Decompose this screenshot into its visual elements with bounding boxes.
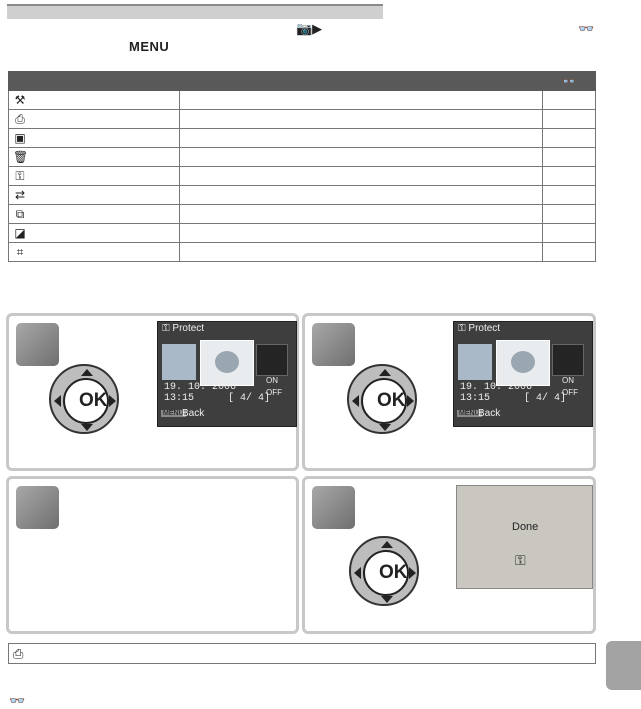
multi-selector[interactable] <box>349 536 419 606</box>
up-arrow-icon <box>379 369 391 376</box>
step-number-4 <box>312 486 355 529</box>
ok-button[interactable]: OK <box>79 390 108 411</box>
step-number-1 <box>16 323 59 366</box>
up-arrow-icon <box>381 541 393 548</box>
on-label: ON <box>562 376 574 385</box>
step-number-3 <box>16 486 59 529</box>
reference-icon: 👓 <box>578 21 595 36</box>
thumbnail-image-selected <box>200 340 254 386</box>
on-label: ON <box>266 376 278 385</box>
table-row[interactable] <box>9 129 596 148</box>
table-row[interactable] <box>9 91 596 110</box>
step-number-2 <box>312 323 355 366</box>
up-arrow-icon <box>81 369 93 376</box>
menu-button-label: MENU <box>129 39 170 54</box>
menu-badge: MENU <box>459 410 480 417</box>
left-arrow-icon <box>54 395 61 407</box>
camera-screen-2 <box>453 321 593 427</box>
table-row[interactable] <box>9 148 596 167</box>
print-icon: ⎙ <box>15 111 25 126</box>
done-message: Done <box>512 521 539 533</box>
screen-title: Protect <box>468 323 501 334</box>
right-arrow-icon <box>409 567 416 579</box>
right-arrow-icon <box>109 395 116 407</box>
table-header-option <box>9 72 180 91</box>
table-row[interactable] <box>9 205 596 224</box>
step-panel-4 <box>302 476 596 634</box>
reference-icon: 👓 <box>9 693 26 708</box>
section-header-bar <box>7 4 383 19</box>
date-readout: 19. 10. 2006 <box>164 382 237 393</box>
related-link-bar <box>8 643 596 664</box>
left-arrow-icon <box>354 567 361 579</box>
shooting-playback-icons: 📷▶ <box>296 21 323 36</box>
multi-selector[interactable] <box>347 364 417 434</box>
down-arrow-icon <box>379 424 391 431</box>
multi-selector[interactable] <box>49 364 119 434</box>
table-row[interactable] <box>9 167 596 186</box>
step-panel-3 <box>6 476 299 634</box>
down-arrow-icon <box>81 424 93 431</box>
thumbnail-image <box>458 344 492 380</box>
table-row[interactable] <box>9 110 596 129</box>
ok-button[interactable]: OK <box>377 390 406 411</box>
step-panel-2 <box>302 313 596 471</box>
off-label: OFF <box>562 388 578 397</box>
back-label: Back <box>478 408 501 419</box>
back-label: Back <box>182 408 205 419</box>
screen-title: Protect <box>172 323 205 334</box>
date-readout: 19. 10. 2006 <box>460 382 533 393</box>
time-readout: 13:15 <box>164 393 195 404</box>
key-icon: ⚿ <box>162 323 170 334</box>
protect-key-icon: ⚿ <box>15 168 25 183</box>
transfer-icon: ⇄ <box>14 188 26 202</box>
playback-menu-table <box>8 71 596 262</box>
off-label: OFF <box>266 388 282 397</box>
ok-button[interactable]: OK <box>379 562 408 583</box>
menu-badge: MENU <box>163 410 184 417</box>
frame-counter: [ 4/ 4] <box>524 393 567 404</box>
crop-icon: ⌗ <box>16 244 24 259</box>
thumbnail-image-selected <box>496 340 550 386</box>
done-screen <box>456 485 593 589</box>
table-row[interactable] <box>9 224 596 243</box>
time-readout: 13:15 <box>460 393 491 404</box>
print-icon: ⎙ <box>13 646 24 661</box>
right-arrow-icon <box>407 395 414 407</box>
chapter-tab <box>606 641 641 690</box>
delete-icon: 🗑 <box>13 150 29 164</box>
copy-icon: ⧉ <box>15 206 25 221</box>
step-panel-1 <box>6 313 299 471</box>
key-icon: ⚿ <box>515 552 526 568</box>
slideshow-icon: ▣ <box>14 131 26 145</box>
table-row[interactable] <box>9 186 596 205</box>
table-header-reference <box>543 72 596 91</box>
small-pic-icon: ◪ <box>14 226 26 240</box>
reference-icon: 👓 <box>562 75 576 88</box>
wrench-icon: ⚒ <box>14 93 26 107</box>
table-header-description <box>180 72 543 91</box>
protect-preview <box>256 344 288 376</box>
down-arrow-icon <box>381 596 393 603</box>
key-icon: ⚿ <box>458 323 466 334</box>
protect-preview <box>552 344 584 376</box>
left-arrow-icon <box>352 395 359 407</box>
camera-screen-1 <box>157 321 297 427</box>
thumbnail-image <box>162 344 196 380</box>
frame-counter: [ 4/ 4] <box>228 393 271 404</box>
table-row[interactable] <box>9 243 596 262</box>
